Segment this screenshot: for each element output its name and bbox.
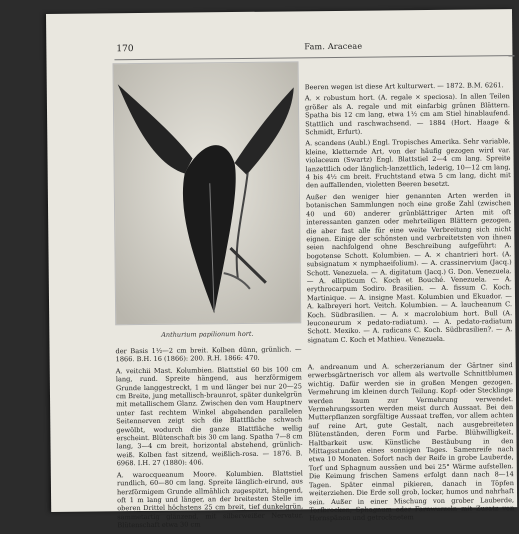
figure-caption: Anthurium papilionum hort.	[161, 329, 254, 339]
paragraph: Beeren wegen ist diese Art kulturwert. — 1872. B.M. 6261.	[304, 81, 504, 92]
paragraph: A. warocqueanum Moore. Kolumbien. Blattstiel rundlich, 60—80 cm lang. Spreite länglich-eirund, aus herzförmigem Grunde allmählich zugespitzt, hängend, oft 1 m lang und länger, an der breitesten Stelle im oberen Drittel höchstens 25 cm breit, tief dunkelgrün, sammetartig glänzend, mit silberweißer Nervatur. Blütenschaft etwa 30 cm	[116, 469, 304, 530]
right-column-text	[305, 81, 513, 347]
plant-photograph	[113, 61, 302, 325]
paragraph: der Basis 1½—2 cm breit. Kolben dünn, grünlich. — 1866. B.H. 16 (1866): 200. R.H. 1866: 470.	[115, 345, 302, 364]
paragraph: A. × robustum hort. (A. regale × speciosa). In allen Teilen größer als A. regale und mit einfarbig grünen Blättern. Spatha bis 12 cm lang, etwa 1½ cm am Stiel hinablaufend. Stattlich und raschwachsend. — 1884 (Hort. Haage & Schmidt, Erfurt).	[304, 92, 511, 137]
left-column-text	[115, 345, 303, 532]
right-bottom-text	[308, 361, 515, 526]
page-number: 170	[116, 44, 134, 55]
book-page	[46, 9, 517, 530]
running-head: Fam. Araceae	[304, 41, 363, 52]
paragraph: A. andreanum und A. scherzerianum der Gärtner sind erwerbsgärtnerisch vor allem als wertvolle Schnittblumen wichtig. Dafür werden sie in großen Mengen gezogen. Vermehrung im kleinen durch Teilung. Kopf- oder Stecklinge werden kaum zur Vermehrung verwendet. Vermehrungssorten werden meist durch Aussaat. Bei den Mutterpflanzen sorgfältige Aussaat treffen, vor allem achten auf reine Art, gute Gestalt, nach ausgebreiteten Blütenständen, deren Form und Farbe. Blühwilligkeit, Haltbarkeit usw. Künstliche Bestäubung in den Mittagsstunden eines sonnigen Tages. Samenreife nach etwa 10 Monaten. Sofort nach der Reife in grobe Lauberde, Torf und Sphagnum aussäen und bei 25° Wärme aufstellen. Die Keimung frischen Samens erfolgt dann nach 8—14 Tagen. Später einmal pikieren, danach in Töpfen weiterziehen. Die Erde soll grob, locker, humos und nahrhaft sein. Außer in einer Mischung von grober Lauberde, Torfbrocken, Sphagnum oder Farnwurzeln mit Zusatz von Hornspänen und getrocknetem	[307, 361, 515, 523]
paragraph: A. veitchii Mast. Kolumbien. Blattstiel 60 bis 100 cm lang, rund. Spreite hängend, aus herzförmigem Grunde langgestreckt, 1 m und länger bei nur 20—25 cm Breite, jung metallisch-braunrot, später dunkelgrün mit metallischem Glanz. Zwischen den vom Hauptnerv unter fast rechtem Winkel abgehenden parallelen Seitennerven zeigt sich die Blattfläche schwach gewölbt, wodurch die ganze Blattfläche wellig erscheint. Blütenschaft bis 30 cm lang. Spatha 7—8 cm lang, 3—4 cm breit, horizontal abstehend, grünlich-weiß. Kolben fast sitzend, weißlich-rosa. — 1876. B. 6968. I.H. 27 (1880): 406.	[115, 365, 303, 468]
paragraph: Außer den weniger hier genannten Arten werden in botanischen Sammlungen noch eine große Zahl (zwischen 40 und 60) anderer grünblättriger Arten mit oft interessanten ganzen oder mehrteiligen Blättern gezogen, die aber fast alle für eine weite Verbreitung sich nicht eignen. Einige der schönsten und verbreitetsten von ihnen seien nachfolgend ohne Beschreibung aufgeführt: A. bogotense Schott. Kolumbien. — A. × chantrieri hort. (A. subsignatum × nymphaeifolium). — A. crassinervium (Jacq.) Schott. Venezuela. — A. digitatum (Jacq.) G. Don. Venezuela. — A. ellipticum C. Koch et Bouché. Venezuela. — A. erythrocarpum Sodiro. Brasilien. — A. fissum C. Koch. Martinique. — A. insigne Mast. Kolumbien und Ekuador. — A. kalbreyeri hort. Veitch. Kolumbien. — A. laucheanum C. Koch. Südbrasilien. — A. × macrolobium hort. Bull (A. leuconeurum × pedato-radiatum). — A. pedato-radiatum Schott. Mexiko. — A. radicans C. Koch. Südbrasilien?. — A. signatum C. Koch et Mathieu. Venezuela.	[305, 191, 513, 345]
paragraph: A. scandens (Aubl.) Engl. Tropisches Amerika. Sehr variable, kleine, kletternde Art, von der häufig gezogen wird var. violaceum (Swartz) Engl. Blattstiel 2—4 cm lang. Spreite lanzettlich oder länglich-lanzettlich, lederig, 10—12 cm lang, 4 bis 4½ cm breit. Fruchtstand etwa 5 cm lang, dicht mit den auffallenden, violetten Beeren besetzt.	[305, 137, 511, 190]
anthurium-illustration	[114, 62, 301, 324]
header-rule	[114, 55, 514, 60]
